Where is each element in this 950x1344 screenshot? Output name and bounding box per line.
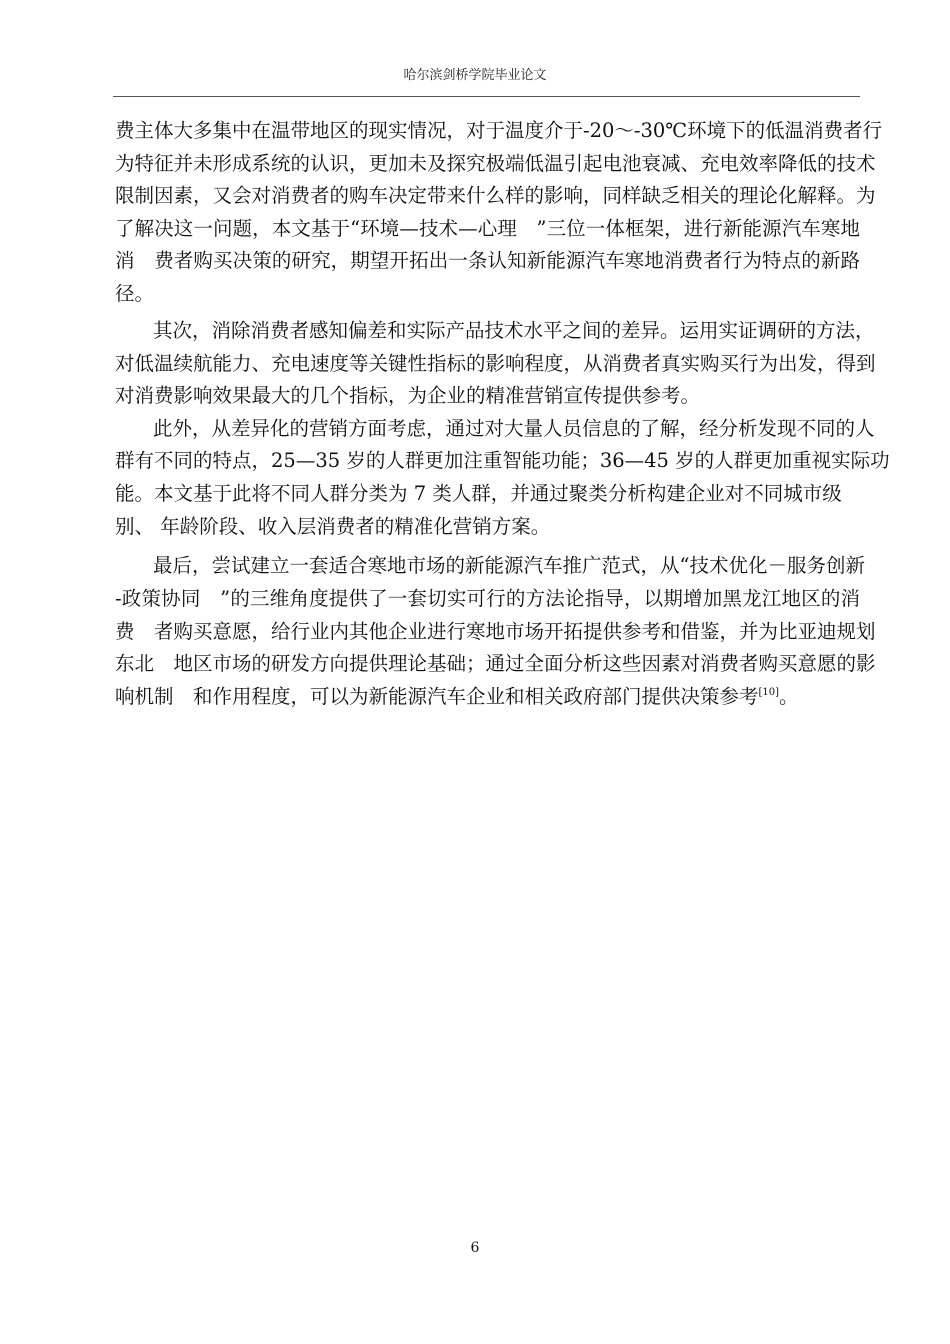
body-line: 为特征并未形成系统的认识，更加未及探究极端低温引起电池衰减、充电效率降低的技术 — [115, 152, 876, 175]
body-line: 此外，从差异化的营销方面考虑，通过对大量人员信息的了解，经分析发现不同的人 — [153, 417, 875, 440]
header-rule — [113, 96, 860, 97]
citation[interactable]: [10] — [758, 687, 780, 698]
body-line: 东北 地区市场的研发方向提供理论基础；通过全面分析这些因素对消费者购买意愿的影 — [115, 652, 876, 675]
body-line: 对消费影响效果最大的几个指标，为企业的精准营销宣传提供参考。 — [115, 384, 701, 407]
body-line: 消 费者购买决策的研究，期望开拓出一条认知新能源汽车寒地消费者行为特点的新路 — [115, 249, 860, 272]
body-text: 。 — [779, 685, 799, 708]
body-line: 限制因素，又会对消费者的购车决定带来什么样的影响，同样缺乏相关的理论化解释。为 — [115, 184, 876, 207]
body-line-final — [115, 684, 860, 710]
body-line: 径。 — [115, 282, 155, 305]
running-header: 哈尔滨剑桥学院毕业论文 — [403, 68, 547, 83]
body-line: 对低温续航能力、充电速度等关键性指标的影响程度，从消费者真实购买行为出发，得到 — [115, 352, 876, 375]
body-line: 费主体大多集中在温带地区的现实情况，对于温度介于-20～-30℃环境下的低温消费者行 — [115, 119, 883, 142]
body-line: 费 者购买意愿，给行业内其他企业进行寒地市场开拓提供参考和借鉴，并为比亚迪规划 — [115, 620, 876, 643]
body-line: 能。本文基于此将不同人群分类为 7 类人群，并通过聚类分析构建企业对不同城市级 — [115, 482, 842, 505]
body-line: 最后，尝试建立一套适合寒地市场的新能源汽车推广范式，从“技术优化－服务创新 — [153, 554, 865, 577]
body-line: 其次，消除消费者感知偏差和实际产品技术水平之间的差异。运用实证调研的方法， — [153, 319, 875, 342]
body-line: -政策协同 ”的三维角度提供了一套切实可行的方法论指导，以期增加黑龙江地区的消 — [115, 587, 860, 610]
body-text: 响机制 和作用程度，可以为新能源汽车企业和相关政府部门提供决策参考 — [115, 685, 759, 708]
body-line: 了解决这一问题，本文基于“环境—技术—心理 ”三位一体框架，进行新能源汽车寒地 — [115, 217, 860, 240]
body-line: 别、 年龄阶段、收入层消费者的精准化营销方案。 — [115, 515, 551, 538]
body-line: 群有不同的特点，25—35 岁的人群更加注重智能功能；36—45 岁的人群更加重视实际功 — [115, 449, 890, 472]
page-number: 6 — [470, 1240, 480, 1256]
